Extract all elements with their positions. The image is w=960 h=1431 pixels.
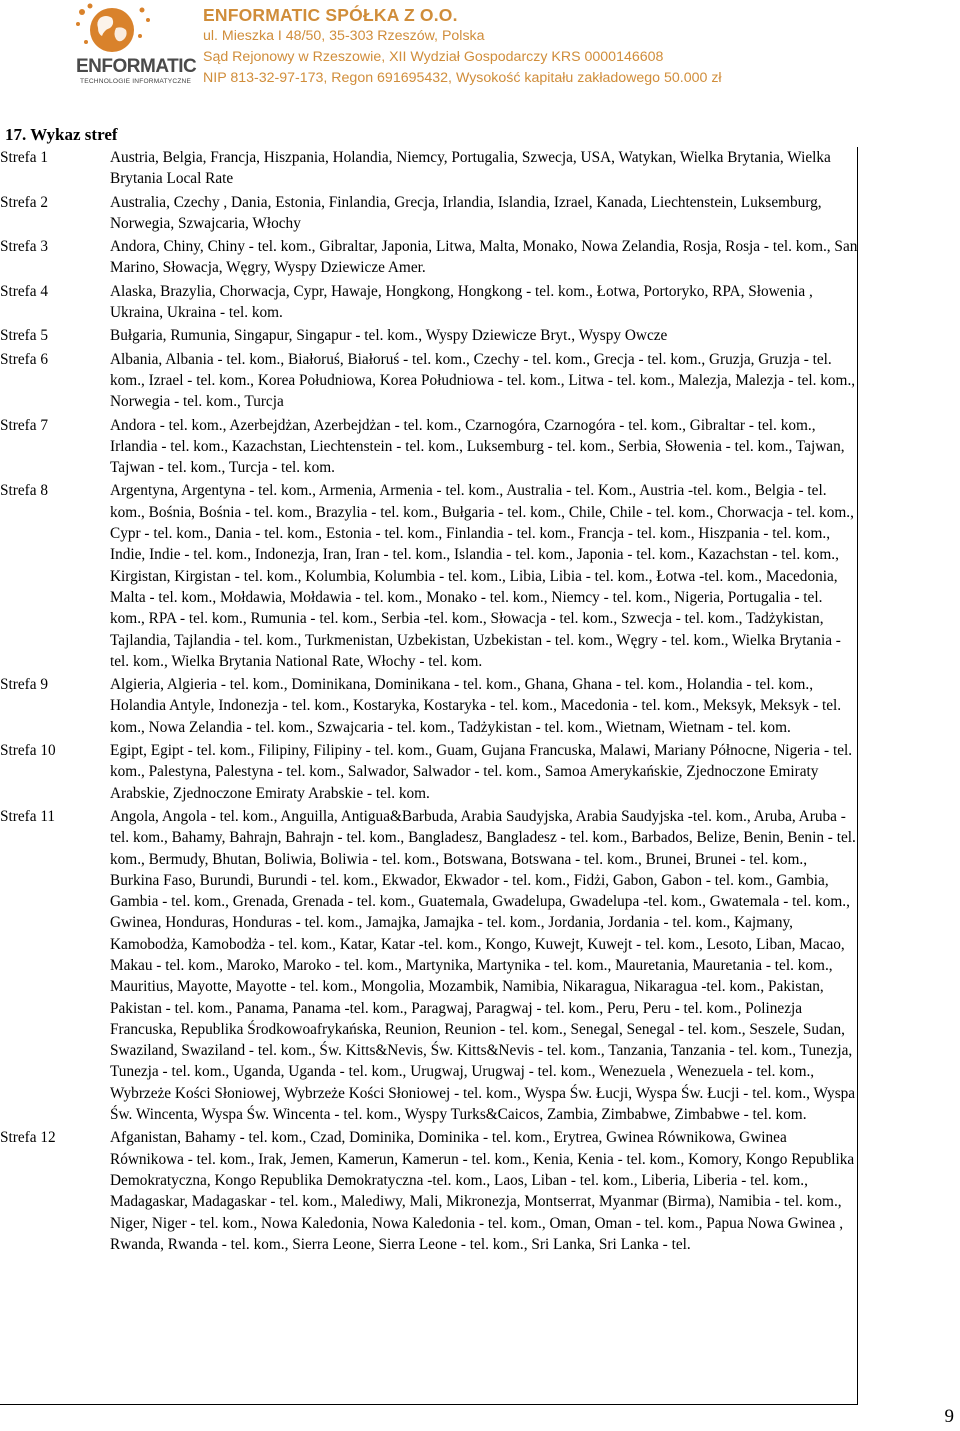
zone-row bbox=[0, 192, 858, 237]
zone-countries: Andora, Chiny, Chiny - tel. kom., Gibraltar, Japonia, Litwa, Malta, Monako, Nowa Zelandia, Rosja, Rosja - tel. kom., San Marino, Słowacja, Węgry, Wyspy Dziewicze Amer. bbox=[110, 238, 858, 277]
zone-countries: Angola, Angola - tel. kom., Anguilla, Antigua&Barbuda, Arabia Saudyjska, Arabia Saudyjska -tel. kom., Aruba, Aruba - tel. kom., Bahamy, Bahrajn, Bahrajn - tel. kom., Bangladesz, Bangladesz - tel. kom., Barbados, Belize, Benin, Benin - tel. kom., Bermudy, Bhutan, Boliwia, Boliwia - tel. kom., Botswana, Botswana - tel. kom., Brunei, Brunei - tel. kom., Burkina Faso, Burundi, Burundi - tel. kom., Ekwador, Ekwador - tel. kom., Fidżi, Gabon, Gabon - tel. kom., Gambia, Gambia - tel. kom., Grenada, Grenada - tel. kom., Guatemala, Gwadelupa, Gwadelupa -tel. kom., Gwatemala - tel. kom., Gwinea, Honduras, Honduras - tel. kom., Jamajka, Jamajka - tel. kom., Jordania, Jordania - tel. kom., Kajmany, Kamobodża, Kamobodża - tel. kom., Katar, Katar -tel. kom., Kongo, Kuwejt, Kuwejt - tel. kom., Lesoto, Liban, Macao, Makau - tel. kom., Maroko, Maroko - tel. kom., Martynika, Martynika - tel. kom., Mauretania, Mauretania - tel. kom., Mauritius, Mayotte, Mayotte - tel. kom., Mongolia, Mozambik, Namibia, Nikaragua, Nikaragua -tel. kom., Pakistan, Pakistan - tel. kom., Panama, Panama -tel. kom., Paragwaj, Paragwaj - tel. kom., Peru, Peru - tel. kom., Polinezja Francuska, Republika Środkowoafrykańska, Reunion, Reunion - tel. kom., Senegal, Senegal - tel. kom., Seszele, Sudan, Swaziland, Swaziland - tel. kom., Św. Kitts&Nevis, Św. Kitts&Nevis - tel. kom., Tanzania, Tanzania - tel. kom., Tunezja, Tunezja - tel. kom., Uganda, Uganda - tel. kom., Urugwaj, Urugwaj - tel. kom., Wenezuela , Wenezuela - tel. kom., Wybrzeże Kości Słoniowej, Wybrzeże Kości Słoniowej - tel. kom., Wyspa Św. Łucji, Wyspa Św. Łucji - tel. kom., Wyspa Św. Wincenta, Wyspa Św. Wincenta - tel. kom., Wyspy Turks&Caicos, Zambia, Zimbabwe, Zimbabwe - tel. kom. bbox=[110, 807, 856, 1124]
zone-row bbox=[0, 415, 858, 481]
zone-countries: Australia, Czechy , Dania, Estonia, Finlandia, Grecja, Irlandia, Islandia, Izrael, Kanada, Liechtenstein, Luksemburg, Norwegia, Szwajcaria, Włochy bbox=[110, 193, 822, 232]
zone-name: Strefa 2 bbox=[0, 193, 48, 211]
zone-name: Strefa 1 bbox=[0, 149, 48, 166]
zone-countries: Andora - tel. kom., Azerbejdżan, Azerbejdżan - tel. kom., Czarnogóra, Czarnogóra - tel. kom., Gibraltar - tel. kom., Irlandia - tel. kom., Kazachstan, Liechtenstein - tel. kom., Luksemburg - tel. kom., Serbia, Słowenia - tel. kom., Tajwan, Tajwan - tel. kom., Turcja - tel. kom. bbox=[110, 416, 845, 477]
zone-row bbox=[0, 236, 858, 281]
company-name: ENFORMATIC SPÓŁKA Z O.O. bbox=[203, 5, 458, 25]
zone-countries: Alaska, Brazylia, Chorwacja, Cypr, Hawaje, Hongkong, Hongkong - tel. kom., Łotwa, Portoryko, RPA, Słowenia , Ukraina, Ukraina - tel. kom. bbox=[110, 282, 813, 322]
zone-row bbox=[0, 480, 858, 674]
page-number: 9 bbox=[944, 1406, 954, 1427]
table-bottom-border bbox=[0, 1404, 858, 1405]
zone-countries: Bułgaria, Rumunia, Singapur, Singapur - tel. kom., Wyspy Dziewicze Bryt., Wyspy Owcze bbox=[110, 327, 668, 345]
zone-name: Strefa 9 bbox=[0, 676, 48, 694]
logo-name: ENFORMATIC bbox=[76, 56, 197, 77]
logo-tagline: TECHNOLOGIE INFORMATYCZNE bbox=[80, 78, 192, 85]
section-title: 17. Wykaz stref bbox=[5, 125, 118, 144]
page-header bbox=[0, 0, 960, 92]
zone-countries: Algieria, Algieria - tel. kom., Dominikana, Dominikana - tel. kom., Ghana, Ghana - tel. kom., Holandia - tel. kom., Holandia Antyle, Indonezja - tel. kom., Kostaryka, Kostaryka - tel. kom., Macedonia - tel. kom., Meksyk, Meksyk - tel. kom., Nowa Zelandia - tel. kom., Szwajcaria - tel. kom., Tadżykistan - tel. kom., Wietnam, Wietnam - tel. kom. bbox=[110, 676, 842, 736]
zone-countries: Austria, Belgia, Francja, Hiszpania, Holandia, Niemcy, Portugalia, Szwecja, USA, Watykan, Wielka Brytania, Wielka Brytania Local Rate bbox=[110, 149, 831, 188]
company-info bbox=[203, 4, 722, 89]
company-address: ul. Mieszka I 48/50, 35-303 Rzeszów, Polska bbox=[203, 28, 485, 44]
zone-name: Strefa 12 bbox=[0, 1129, 56, 1147]
zone-row bbox=[0, 325, 858, 348]
zone-row bbox=[0, 740, 858, 806]
zone-name: Strefa 8 bbox=[0, 482, 48, 500]
zone-name: Strefa 11 bbox=[0, 807, 56, 825]
zone-name: Strefa 4 bbox=[0, 282, 48, 300]
table-right-border bbox=[857, 147, 858, 1405]
company-logo bbox=[70, 2, 197, 88]
company-court: Sąd Rejonowy w Rzeszowie, XII Wydział Gospodarczy KRS 0000146608 bbox=[203, 49, 664, 65]
zones-table bbox=[0, 147, 858, 1257]
zone-row bbox=[0, 674, 858, 740]
zone-row bbox=[0, 281, 858, 326]
zone-countries: Afganistan, Bahamy - tel. kom., Czad, Dominika, Dominika - tel. kom., Erytrea, Gwinea Równikowa, Gwinea Równikowa - tel. kom., Irak, Jemen, Kamerun, Kamerun - tel. kom., Kenia, Kenia - tel. kom., Komory, Kongo Republika Demokratyczna, Kongo Republika Demokratyczna -tel. kom., Laos, Liban - tel. kom., Liberia, Liberia - tel. kom., Madagaskar, Madagaskar - tel. kom., Malediwy, Mali, Mikronezja, Montserrat, Myanmar (Birma), Namibia - tel. kom., Niger, Niger - tel. kom., Nowa Kaledonia, Nowa Kaledonia - tel. kom., Oman, Oman - tel. kom., Papua Nowa Gwinea , Rwanda, Rwanda - tel. kom., Sierra Leone, Sierra Leone - tel. kom., Sri Lanka, Sri Lanka - tel. bbox=[110, 1129, 855, 1253]
zone-countries: Argentyna, Argentyna - tel. kom., Armenia, Armenia - tel. kom., Australia - tel. Kom., Austria -tel. kom., Belgia - tel. kom., Bośnia, Bośnia - tel. kom., Brazylia - tel. kom., Bułgaria - tel. kom., Chile, Chile - tel. kom., Chorwacja - tel. kom., Cypr - tel. kom., Dania - tel. kom., Estonia - tel. kom., Finlandia - tel. kom., Francja - tel. kom., Hiszpania - tel. kom., Indie, Indie - tel. kom., Indonezja, Iran, Iran - tel. kom., Islandia - tel. kom., Japonia - tel. kom., Kazachstan - tel. kom., Kirgistan, Kirgistan - tel. kom., Kolumbia, Kolumbia - tel. kom., Libia, Libia - tel. kom., Łotwa -tel. kom., Macedonia, Malta - tel. kom., Mołdawia, Mołdawia - tel. kom., Monako - tel. kom., Niemcy - tel. kom., Nigeria, Portugalia - tel. kom., RPA - tel. kom., Rumunia - tel. kom., Serbia -tel. kom., Słowacja - tel. kom., Szwecja - tel. kom., Tadżykistan, Tajlandia, Tajlandia - tel. kom., Turkmenistan, Uzbekistan, Uzbekistan - tel. kom., Węgry - tel. kom., Wielka Brytania - tel. kom., Wielka Brytania National Rate, Włochy - tel. kom. bbox=[110, 482, 854, 670]
zone-countries: Albania, Albania - tel. kom., Białoruś, Białoruś - tel. kom., Czechy - tel. kom., Grecja - tel. kom., Gruzja, Gruzja - tel. kom., Izrael - tel. kom., Korea Południowa, Korea Południowa - tel. kom., Litwa - tel. kom., Malezja, Malezja - tel. kom., Norwegia - tel. kom., Turcja bbox=[110, 350, 856, 411]
zones-table-body bbox=[0, 147, 858, 1257]
company-registry: NIP 813-32-97-173, Regon 691695432, Wysokość kapitału zakładowego 50.000 zł bbox=[203, 70, 722, 86]
zone-row bbox=[0, 349, 858, 415]
zone-name: Strefa 7 bbox=[0, 416, 48, 434]
zone-name: Strefa 5 bbox=[0, 327, 48, 345]
zone-countries: Egipt, Egipt - tel. kom., Filipiny, Filipiny - tel. kom., Guam, Gujana Francuska, Malawi, Mariany Północne, Nigeria - tel. kom., Palestyna, Palestyna - tel. kom., Salwador, Salwador - tel. kom., Samoa Amerykańskie, Zjednoczone Emiraty Arabskie, Zjednoczone Emiraty Arabskie - tel. kom. bbox=[110, 742, 853, 802]
zone-row bbox=[0, 1127, 858, 1257]
zone-row bbox=[0, 147, 858, 192]
zone-name: Strefa 10 bbox=[0, 742, 56, 760]
zone-name: Strefa 6 bbox=[0, 350, 48, 368]
zone-name: Strefa 3 bbox=[0, 238, 48, 256]
globe-logo-icon bbox=[70, 2, 190, 62]
zone-row bbox=[0, 806, 858, 1127]
